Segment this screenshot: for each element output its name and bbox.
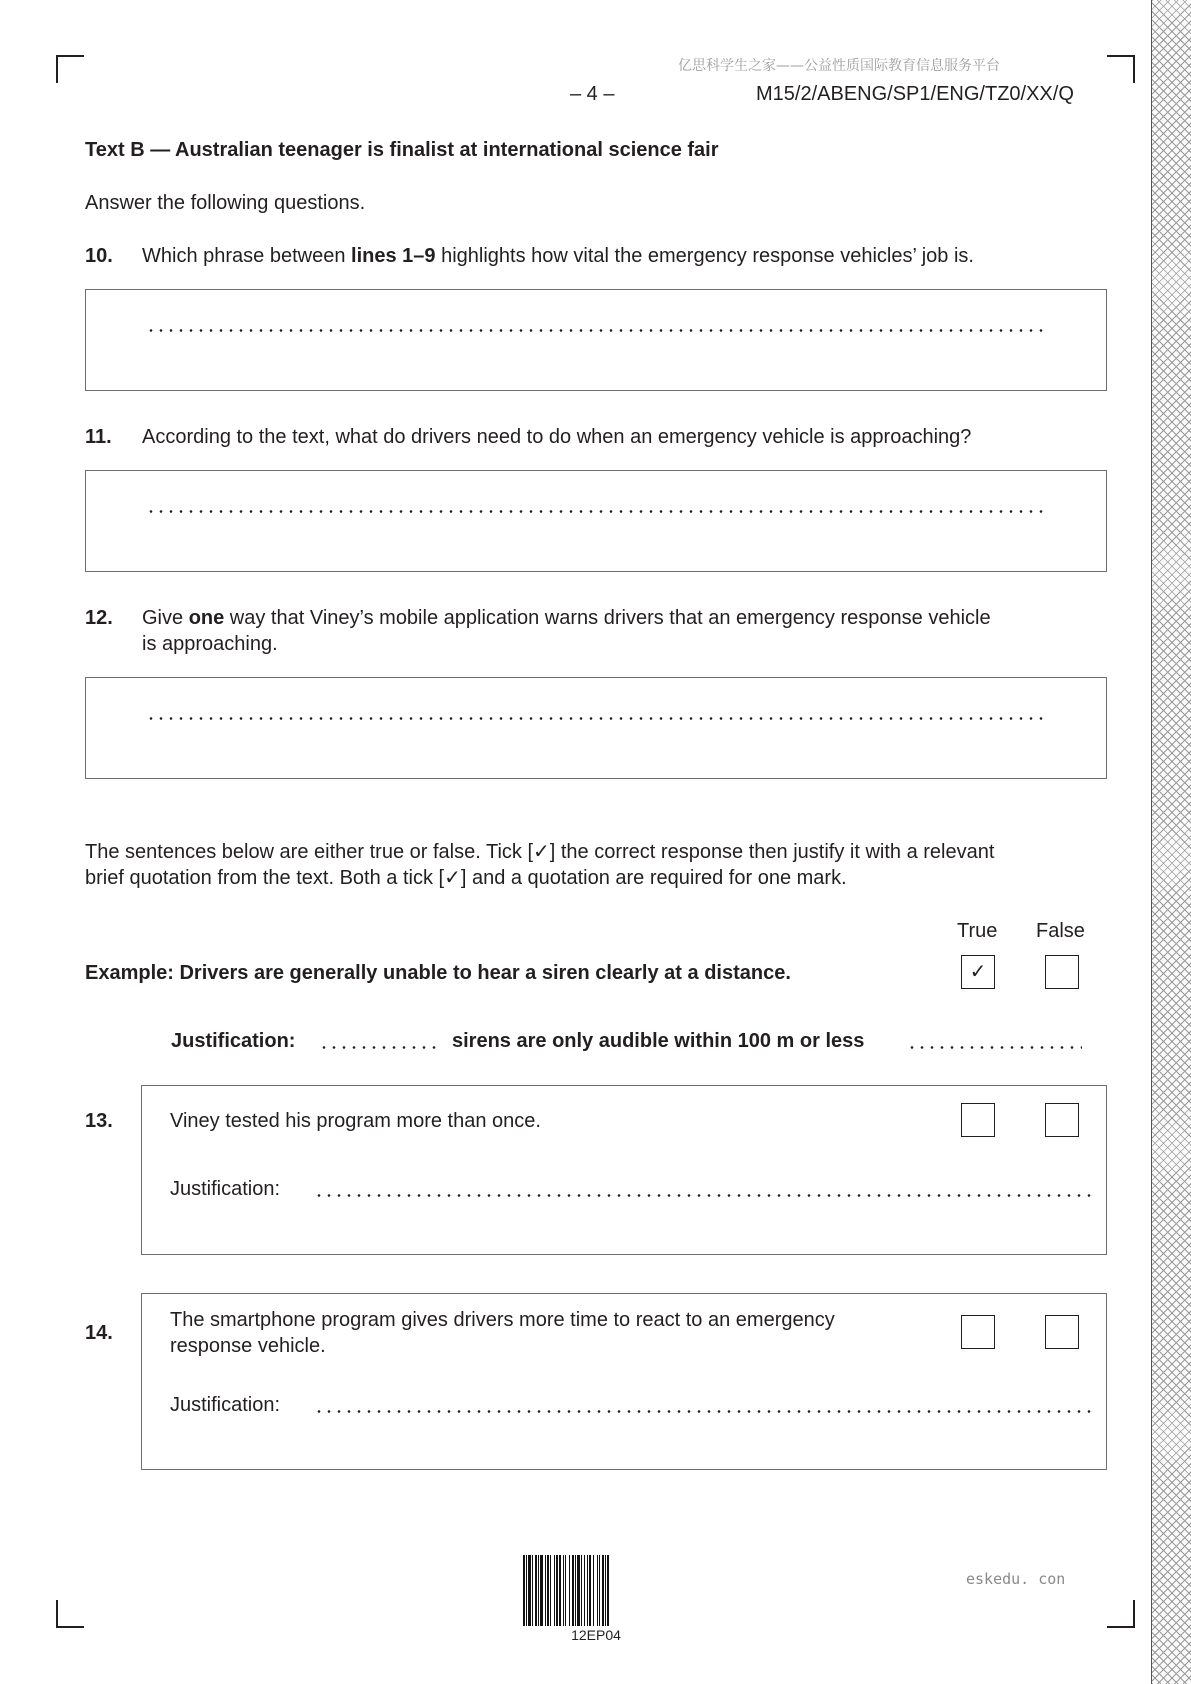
question-12-number: 12. [85,607,113,629]
example-statement: Example: Drivers are generally unable to hear a siren clearly at a distance. [85,962,791,984]
question-12-text [142,605,991,631]
question-10-text [142,243,974,269]
page-edge-pattern [1151,0,1191,1684]
question-12-answer-line[interactable] [146,717,1046,720]
question-13-false-checkbox[interactable] [1045,1103,1079,1137]
question-14-statement-line1: The smartphone program gives drivers more time to react to an emergency [170,1309,835,1331]
example-true-checkbox [961,955,995,989]
question-14-statement-line2: response vehicle. [170,1335,326,1357]
question-10-text-bold: lines 1–9 [351,245,436,267]
question-11-answer-line[interactable] [146,510,1046,513]
site-watermark: eskedu. con [966,1570,1066,1588]
question-13-justification-line[interactable] [314,1194,1094,1197]
true-false-instructions-line2: brief quotation from the text. Both a tick [✓] and a quotation are required for one mark. [85,867,847,889]
question-11-text: According to the text, what do drivers need to do when an emergency vehicle is approaching? [142,426,972,448]
crop-mark-top-right [1107,55,1135,83]
crop-mark-bottom-left [56,1600,84,1628]
paper-code: M15/2/ABENG/SP1/ENG/TZ0/XX/Q [756,83,1074,105]
question-12-text-end: way that Viney’s mobile application warns drivers that an emergency response vehicle [224,607,991,629]
barcode [523,1555,612,1626]
false-column-header: False [1036,920,1085,942]
question-13-true-checkbox[interactable] [961,1103,995,1137]
example-justification-dots-right [907,1046,1082,1049]
question-10-answer-box[interactable] [85,289,1107,391]
watermark-header: 亿思科学生之家——公益性质国际教育信息服务平台 [678,58,1000,74]
question-14-number: 14. [85,1322,113,1344]
crop-mark-bottom-right [1107,1600,1135,1628]
question-13-justification-label: Justification: [170,1178,281,1200]
question-14-true-checkbox[interactable] [961,1315,995,1349]
example-justification-text: sirens are only audible within 100 m or less [452,1030,865,1052]
section-title: Text B — Australian teenager is finalist at international science fair [85,139,719,161]
question-13-number: 13. [85,1110,113,1132]
question-10-text-end: highlights how vital the emergency response vehicles’ job is. [435,245,974,267]
example-justification-dots-left [319,1046,439,1049]
crop-mark-top-left [56,55,84,83]
question-10-number: 10. [85,245,113,267]
question-12-text-bold: one [188,607,225,629]
question-11-number: 11. [85,426,112,448]
question-12-text-start: Give [142,607,189,629]
barcode-text: 12EP04 [571,1627,621,1643]
example-false-checkbox [1045,955,1079,989]
question-10-answer-line[interactable] [146,329,1046,332]
question-14-justification-line[interactable] [314,1410,1094,1413]
page-number: – 4 – [570,83,615,105]
true-column-header: True [957,920,998,942]
example-justification-label: Justification: [171,1030,296,1052]
example-check-mark: ✓ [969,959,987,983]
instruction-text: Answer the following questions. [85,192,366,214]
question-14-justification-label: Justification: [170,1394,281,1416]
question-13-statement: Viney tested his program more than once. [170,1110,541,1132]
question-12-answer-box[interactable] [85,677,1107,779]
question-10-text-start: Which phrase between [142,245,352,267]
true-false-instructions-line1: The sentences below are either true or false. Tick [✓] the correct response then justify it with a relevant [85,841,995,863]
question-14-false-checkbox[interactable] [1045,1315,1079,1349]
question-11-answer-box[interactable] [85,470,1107,572]
question-12-text-line2: is approaching. [142,633,278,655]
